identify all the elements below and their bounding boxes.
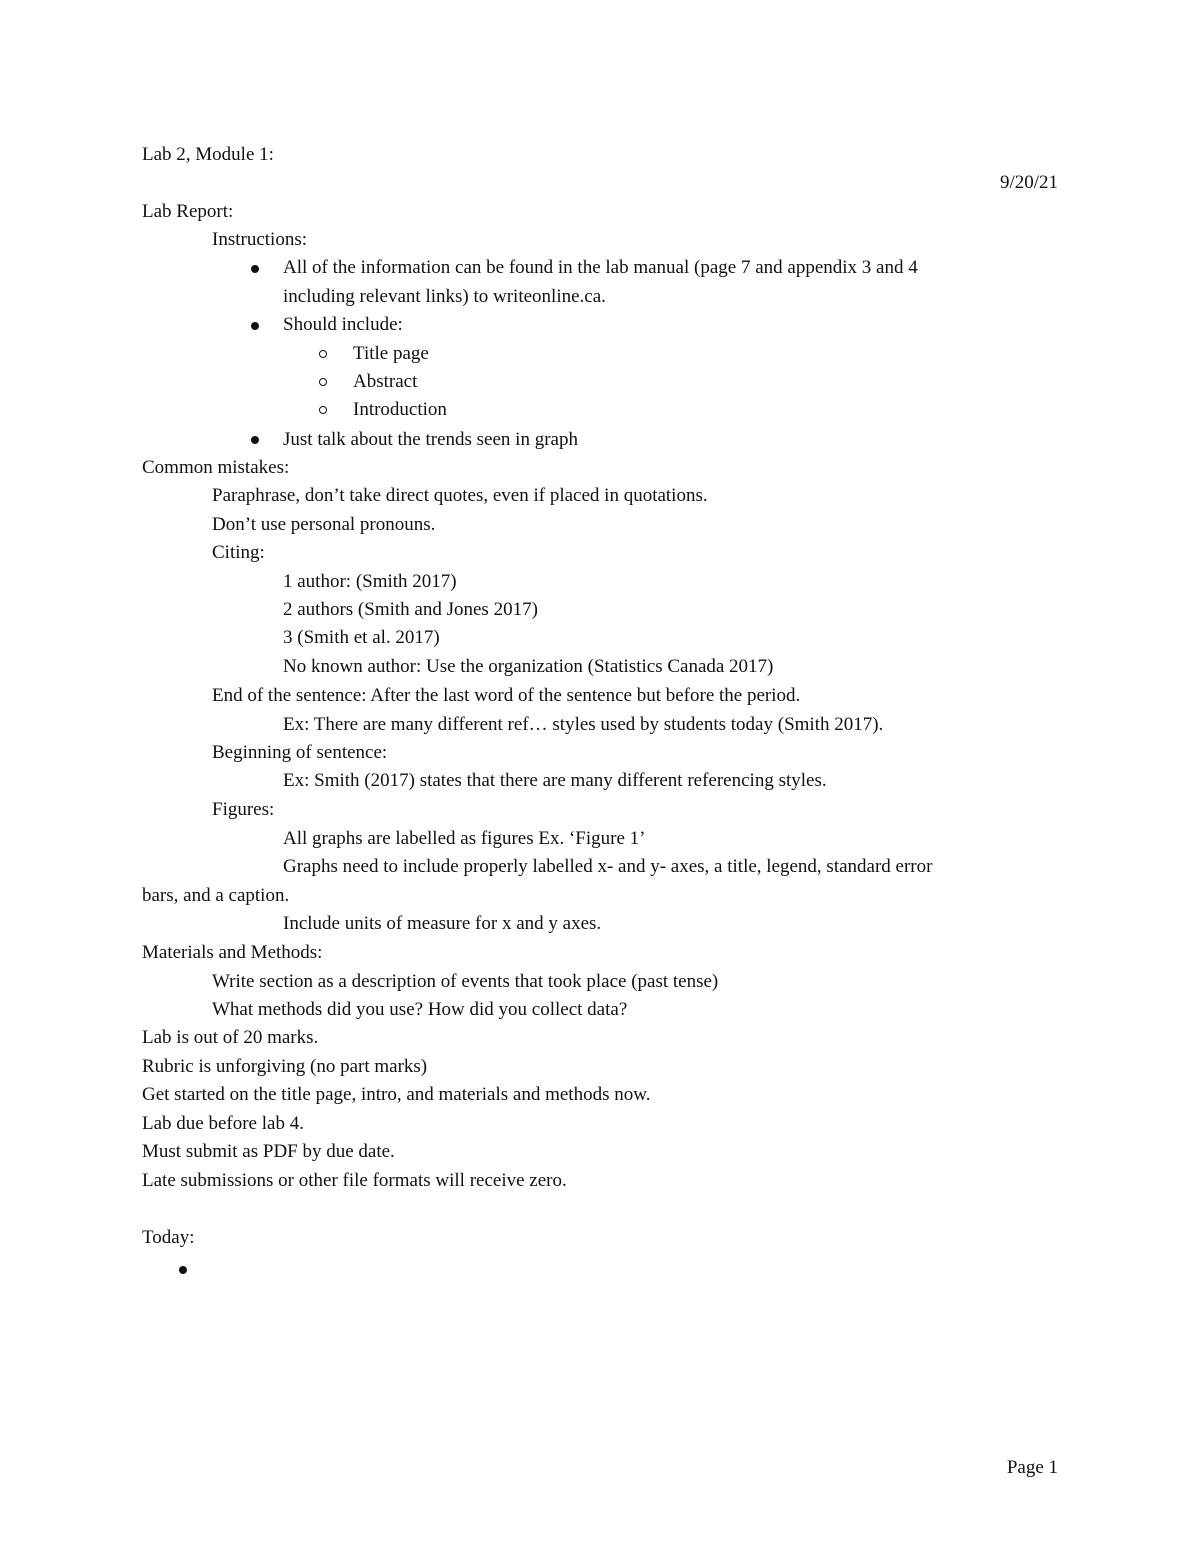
citing-item: 1 author: (Smith 2017) (283, 571, 457, 592)
figures-item: Graphs need to include properly labelled x- and y- axes, a title, legend, standard error (283, 856, 933, 877)
hollow-bullet-icon (319, 350, 327, 358)
beginning-of-sentence-rule: Beginning of sentence: (212, 742, 388, 763)
figures-item: Include units of measure for x and y axes. (283, 913, 602, 934)
instructions-bullet-2: Should include: (283, 314, 403, 335)
note-line: Get started on the title page, intro, and materials and methods now. (142, 1084, 651, 1105)
mistake-paraphrase: Paraphrase, don’t take direct quotes, even if placed in quotations. (212, 485, 708, 506)
mistake-pronouns: Don’t use personal pronouns. (212, 514, 436, 535)
common-mistakes-heading: Common mistakes: (142, 457, 290, 478)
note-line: Rubric is unforgiving (no part marks) (142, 1056, 428, 1077)
note-line: Lab is out of 20 marks. (142, 1027, 319, 1048)
sub-item-abstract: Abstract (353, 371, 418, 392)
sub-item-introduction: Introduction (353, 399, 447, 420)
note-line: Lab due before lab 4. (142, 1113, 304, 1134)
instructions-bullet-1-continued: including relevant links) to writeonline.ca. (283, 286, 606, 307)
end-of-sentence-example: Ex: There are many different ref… styles used by students today (Smith 2017). (283, 714, 884, 735)
today-heading: Today: (142, 1227, 195, 1248)
materials-methods-item: What methods did you use? How did you collect data? (212, 999, 628, 1020)
bullet-icon (251, 322, 259, 330)
materials-methods-item: Write section as a description of events that took place (past tense) (212, 971, 719, 992)
note-line: Late submissions or other file formats will receive zero. (142, 1170, 567, 1191)
note-line: Must submit as PDF by due date. (142, 1141, 395, 1162)
figures-heading: Figures: (212, 799, 275, 820)
instructions-heading: Instructions: (212, 229, 307, 250)
sub-item-title-page: Title page (353, 343, 429, 364)
lab-report-heading: Lab Report: (142, 201, 234, 222)
hollow-bullet-icon (319, 378, 327, 386)
beginning-of-sentence-example: Ex: Smith (2017) states that there are many different referencing styles. (283, 770, 827, 791)
document-date: 9/20/21 (999, 172, 1058, 193)
document-title: Lab 2, Module 1: (142, 144, 274, 165)
end-of-sentence-rule: End of the sentence: After the last word of the sentence but before the period. (212, 685, 801, 706)
hollow-bullet-icon (319, 406, 327, 414)
empty-bullet-icon (179, 1266, 187, 1274)
instructions-bullet-3: Just talk about the trends seen in graph (283, 429, 578, 450)
figures-item-continued: bars, and a caption. (142, 885, 290, 906)
bullet-icon (251, 436, 259, 444)
citing-item: 3 (Smith et al. 2017) (283, 627, 440, 648)
figures-item: All graphs are labelled as figures Ex. ‘Figure 1’ (283, 828, 646, 849)
instructions-bullet-1: All of the information can be found in the lab manual (page 7 and appendix 3 and 4 (283, 257, 918, 278)
citing-item: 2 authors (Smith and Jones 2017) (283, 599, 538, 620)
materials-methods-heading: Materials and Methods: (142, 942, 323, 963)
bullet-icon (251, 265, 259, 273)
citing-heading: Citing: (212, 542, 265, 563)
page-number: Page 1 (1006, 1457, 1058, 1478)
citing-item: No known author: Use the organization (Statistics Canada 2017) (283, 656, 774, 677)
